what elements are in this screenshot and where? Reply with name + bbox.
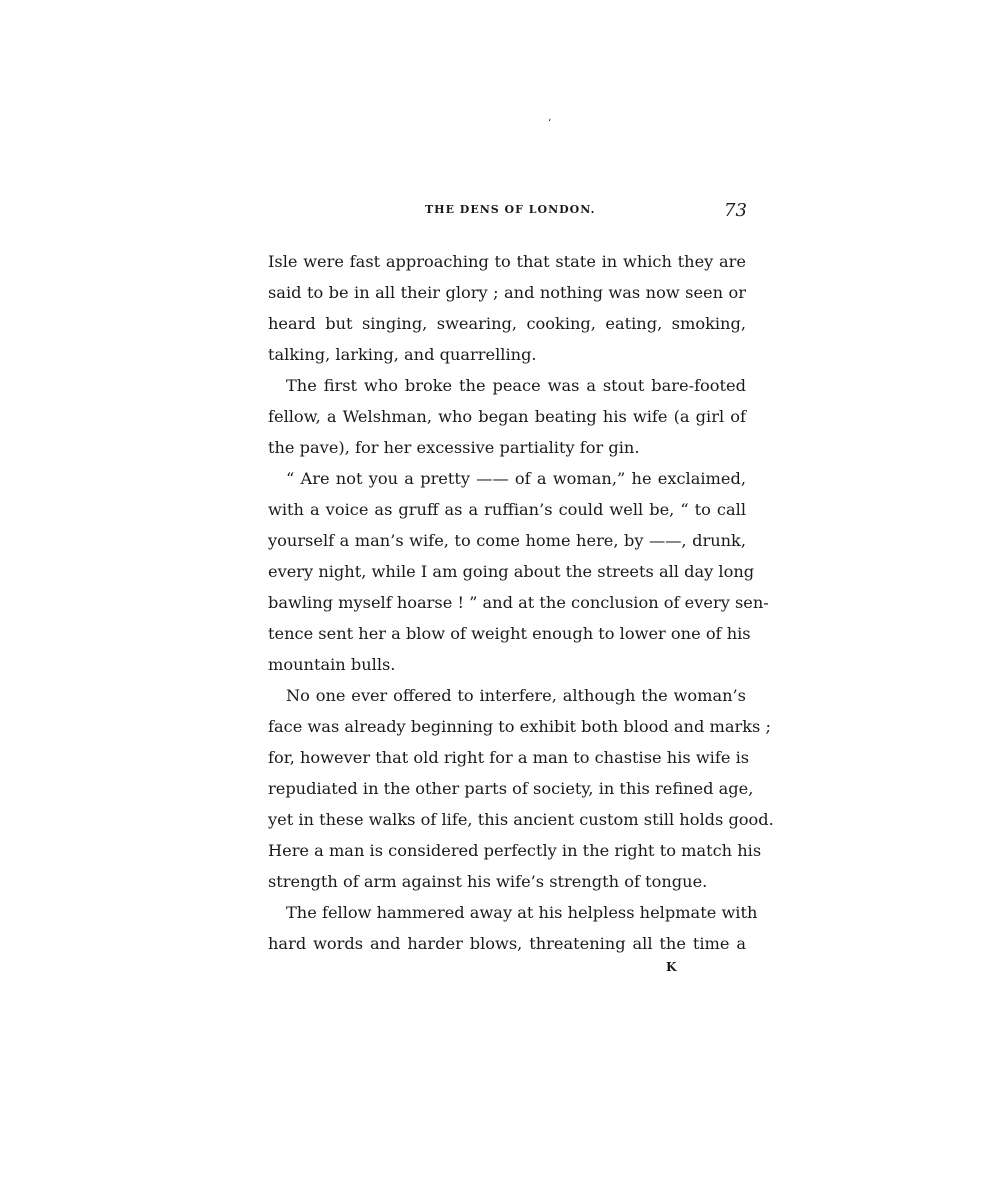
text-line: The first who broke the peace was a stout bare-footed [286,376,746,395]
text-line: bawling myself hoarse ! ” and at the conclusion of every sen- [268,593,769,612]
text-line: face was already beginning to exhibit both blood and marks ; [268,717,771,736]
text-line: mountain bulls. [268,655,396,674]
text-line: fellow, a Welshman, who began beating his wife (a girl of [268,407,746,426]
text-line: No one ever offered to interfere, although the woman’s [286,686,746,705]
text-line: yourself a man’s wife, to come home here, by ——, drunk, [268,531,746,550]
text-line: talking, larking, and quarrelling. [268,345,537,364]
text-line: Isle were fast approaching to that state in which they are [268,252,746,271]
text-line: “ Are not you a pretty —— of a woman,” he exclaimed, [286,469,746,488]
text-line: tence sent her a blow of weight enough to lower one of his [268,624,751,643]
text-line: for, however that old right for a man to chastise his wife is [268,748,750,767]
text-line: repudiated in the other parts of society, in this refined age, [268,779,754,798]
text-line: every night, while I am going about the streets all day long [268,562,755,581]
text-line: strength of arm against his wife’s strength of tongue. [268,872,708,891]
text-line: with a voice as gruff as a ruffian’s could well be, “ to call [268,500,746,519]
stray-mark: ‘ [548,118,552,129]
text-line: heard but singing, swearing, cooking, eating, smoking, [268,314,746,333]
body-text [268,246,774,959]
text-line: Here a man is considered perfectly in the right to match his [268,841,762,860]
text-line: said to be in all their glory ; and nothing was now seen or [268,283,746,302]
page-number: 73 [724,200,747,221]
text-line: yet in these walks of life, this ancient custom still holds good. [268,810,774,829]
text-line: The fellow hammered away at his helpless helpmate with [286,903,758,922]
running-title: THE DENS OF LONDON. [425,203,596,216]
signature-mark: K [666,960,677,974]
text-line: the pave), for her excessive partiality for gin. [268,438,640,457]
text-line: hard words and harder blows, threatening all the time a [268,934,746,953]
